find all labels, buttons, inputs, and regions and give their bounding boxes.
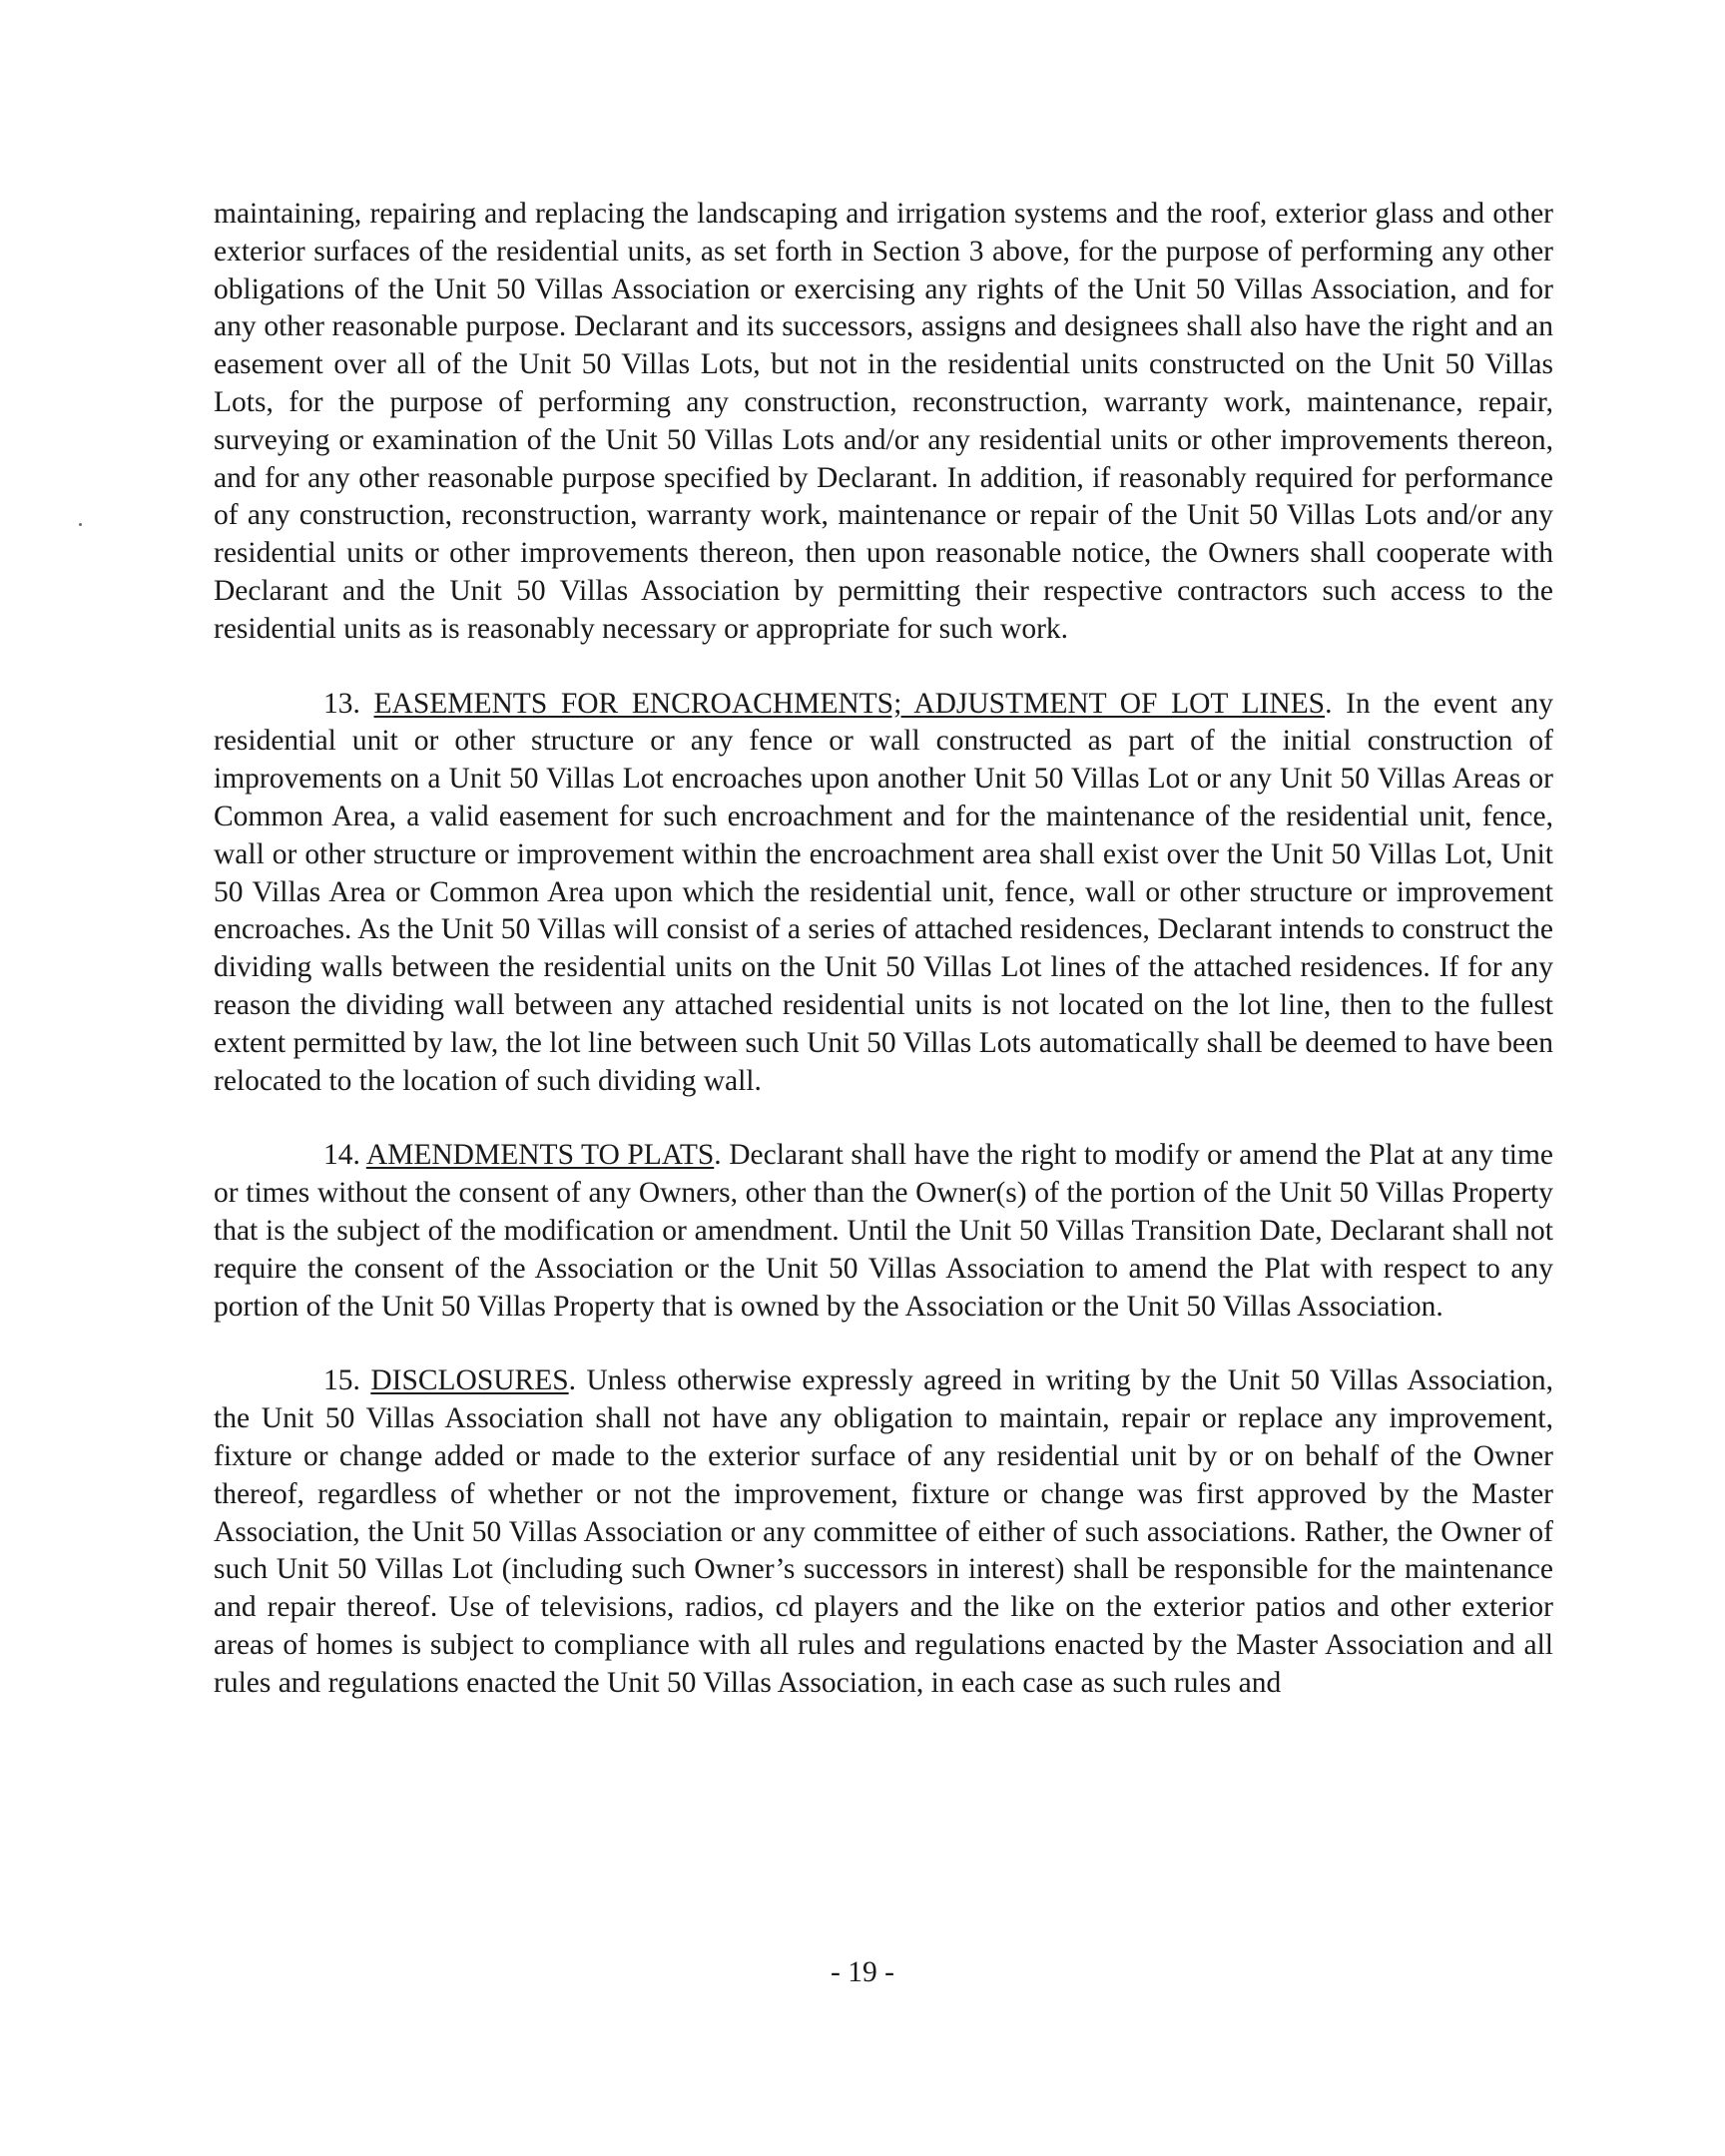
section-13-paragraph [214, 686, 1553, 1101]
section-13-number: 13. [323, 687, 360, 720]
section-15-paragraph [214, 1362, 1553, 1702]
page-number: - 19 - [831, 1956, 894, 1988]
section-15-number: 15. [323, 1364, 360, 1397]
section-13-body: . In the event any residential unit or other structure or any fence or wall constructed as part of the initial construction of improvements on a Unit 50 Villas Lot encroaches upon another Unit 50 Villas Lot or any Unit 50 Villas Areas or Common Area, a valid easement for such encroachment and for the maintenance of the residential unit, fence, wall or other structure or improvement within the encroachment area shall exist over the Unit 50 Villas Lot, Unit 50 Villas Area or Common Area upon which the residential unit, fence, wall or other structure or improvement encroaches. As the Unit 50 Villas will consist of a series of attached residences, Declarant intends to construct the dividing walls between the residential units on the Unit 50 Villas Lot lines of the attached residences. If for any reason the dividing wall between any attached residential units is not located on the lot line, then to the fullest extent permitted by law, the lot line between such Unit 50 Villas Lots automatically shall be deemed to have been relocated to the location of such dividing wall. [214, 687, 1554, 1097]
section-14-paragraph [214, 1137, 1553, 1326]
section-15-body: . Unless otherwise expressly agreed in writing by the Unit 50 Villas Association, the Unit 50 Villas Association shall not have any obligation to maintain, repair or replace any improvement, fixture or change added or made to the exterior surface of any residential unit by or on behalf of the Owner thereof, regardless of whether or not the improvement, fixture or change was first approved by the Master Association, the Unit 50 Villas Association or any committee of either of such associations. Rather, the Owner of such Unit 50 Villas Lot (including such Owner’s successors in interest) shall be responsible for the maintenance and repair thereof. Use of televisions, radios, cd players and the like on the exterior patios and other exterior areas of homes is subject to compliance with all rules and regulations enacted by the Master Association and all rules and regulations enacted the Unit 50 Villas Association, in each case as such rules and [214, 1364, 1554, 1699]
section-15-heading: DISCLOSURES [370, 1364, 569, 1397]
section-14-number: 14. [323, 1139, 360, 1172]
section-13-heading: EASEMENTS FOR ENCROACHMENTS; ADJUSTMENT OF LOT LINES [373, 687, 1326, 720]
scan-speck [79, 523, 82, 526]
document-page [214, 196, 1553, 1702]
section-14-heading: AMENDMENTS TO PLATS [365, 1139, 715, 1172]
continuation-paragraph: maintaining, repairing and replacing the landscaping and irrigation systems and the roof, exterior glass and other exterior surfaces of the residential units, as set forth in Section 3 above, for the purpose of performing any other obligations of the Unit 50 Villas Association or exercising any rights of the Unit 50 Villas Association, and for any other reasonable purpose. Declarant and its successors, assigns and designees shall also have the right and an easement over all of the Unit 50 Villas Lots, but not in the residential units constructed on the Unit 50 Villas Lots, for the purpose of performing any construction, reconstruction, warranty work, maintenance, repair, surveying or examination of the Unit 50 Villas Lots and/or any residential units or other improvements thereon, and for any other reasonable purpose specified by Declarant. In addition, if reasonably required for performance of any construction, reconstruction, warranty work, maintenance or repair of the Unit 50 Villas Lots and/or any residential units or other improvements thereon, then upon reasonable notice, the Owners shall cooperate with Declarant and the Unit 50 Villas Association by permitting their respective contractors such access to the residential units as is reasonably necessary or appropriate for such work. [214, 198, 1553, 645]
section-14-body: . Declarant shall have the right to modify or amend the Plat at any time or times without the consent of any Owners, other than the Owner(s) of the portion of the Unit 50 Villas Property that is the subject of the modification or amendment. Until the Unit 50 Villas Transition Date, Declarant shall not require the consent of the Association or the Unit 50 Villas Association to amend the Plat with respect to any portion of the Unit 50 Villas Property that is owned by the Association or the Unit 50 Villas Association. [214, 1139, 1554, 1323]
